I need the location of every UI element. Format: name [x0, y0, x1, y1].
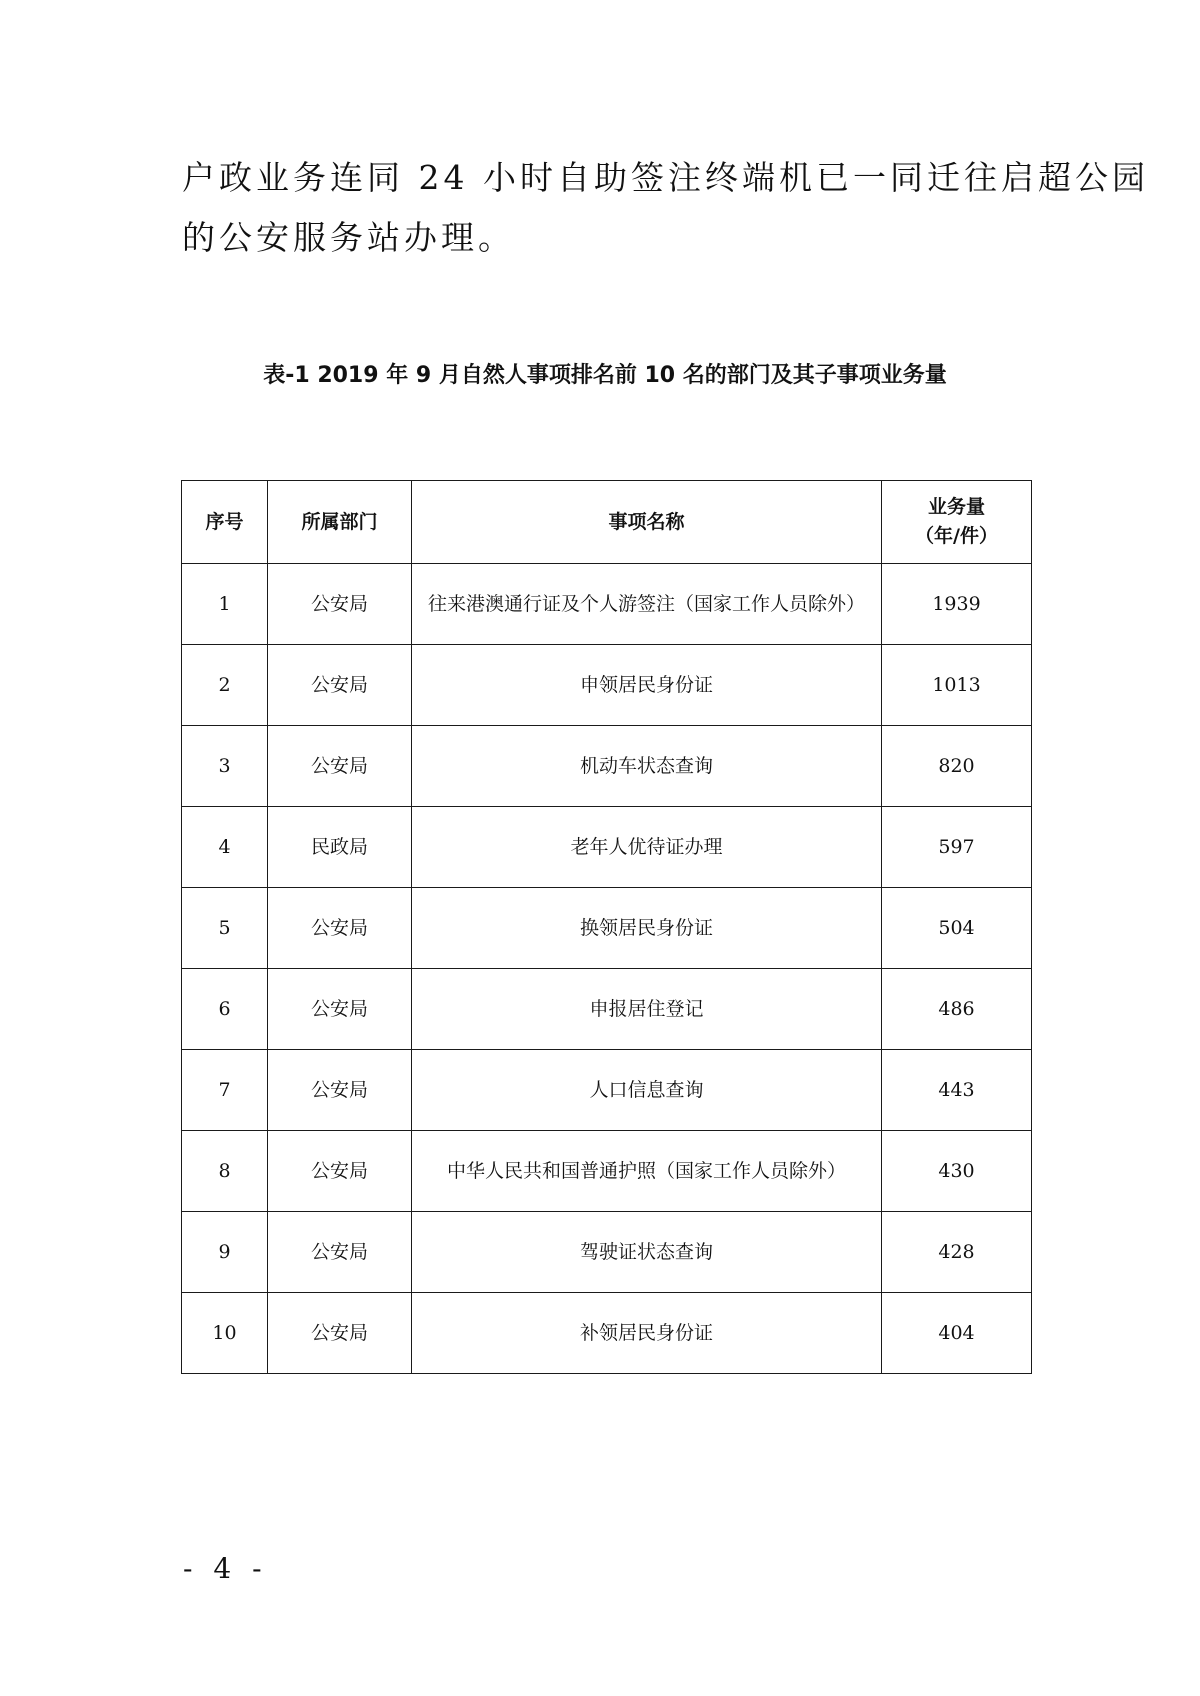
cell-dept: 公安局 — [268, 1050, 412, 1131]
cell-item: 换领居民身份证 — [412, 888, 882, 969]
table-row — [182, 807, 1032, 888]
cell-dept: 公安局 — [268, 888, 412, 969]
cell-dept: 公安局 — [268, 1131, 412, 1212]
header-volume-unit: （年/件） — [915, 525, 998, 547]
cell-dept: 公安局 — [268, 645, 412, 726]
cell-dept: 公安局 — [268, 564, 412, 645]
cell-dept: 公安局 — [268, 1212, 412, 1293]
cell-volume: 443 — [882, 1050, 1032, 1131]
cell-no: 1 — [182, 564, 268, 645]
cell-item: 申报居住登记 — [412, 969, 882, 1050]
page-number: - 4 - — [183, 1552, 268, 1585]
table-row — [182, 969, 1032, 1050]
business-volume-table — [181, 480, 1032, 1374]
cell-no: 9 — [182, 1212, 268, 1293]
cell-dept: 民政局 — [268, 807, 412, 888]
cell-no: 5 — [182, 888, 268, 969]
cell-item: 人口信息查询 — [412, 1050, 882, 1131]
header-dept: 所属部门 — [268, 481, 412, 564]
table-row — [182, 564, 1032, 645]
cell-volume: 486 — [882, 969, 1032, 1050]
cell-volume: 820 — [882, 726, 1032, 807]
cell-volume: 597 — [882, 807, 1032, 888]
cell-no: 10 — [182, 1293, 268, 1374]
header-no: 序号 — [182, 481, 268, 564]
table-row — [182, 1131, 1032, 1212]
cell-volume: 1939 — [882, 564, 1032, 645]
intro-line: 户政业务连同 24 小时自助签注终端机已一同迁往启超公园 — [182, 158, 1149, 197]
intro-paragraph — [182, 148, 1149, 268]
cell-no: 3 — [182, 726, 268, 807]
cell-item: 补领居民身份证 — [412, 1293, 882, 1374]
header-volume-label: 业务量 — [927, 496, 985, 518]
cell-dept: 公安局 — [268, 726, 412, 807]
cell-item: 驾驶证状态查询 — [412, 1212, 882, 1293]
table-row — [182, 1293, 1032, 1374]
table-row — [182, 1212, 1032, 1293]
cell-volume: 428 — [882, 1212, 1032, 1293]
table-header-row — [182, 481, 1032, 564]
table-row — [182, 645, 1032, 726]
cell-volume: 1013 — [882, 645, 1032, 726]
intro-line: 的公安服务站办理。 — [182, 218, 515, 257]
cell-no: 7 — [182, 1050, 268, 1131]
cell-dept: 公安局 — [268, 969, 412, 1050]
cell-item: 中华人民共和国普通护照（国家工作人员除外） — [412, 1131, 882, 1212]
cell-no: 4 — [182, 807, 268, 888]
table-row — [182, 1050, 1032, 1131]
cell-dept: 公安局 — [268, 1293, 412, 1374]
table-row — [182, 726, 1032, 807]
header-volume — [882, 481, 1032, 564]
cell-no: 2 — [182, 645, 268, 726]
cell-volume: 504 — [882, 888, 1032, 969]
cell-item: 申领居民身份证 — [412, 645, 882, 726]
cell-item: 机动车状态查询 — [412, 726, 882, 807]
cell-item: 往来港澳通行证及个人游签注（国家工作人员除外） — [412, 564, 882, 645]
cell-no: 8 — [182, 1131, 268, 1212]
cell-no: 6 — [182, 969, 268, 1050]
table-caption: 表-1 2019 年 9 月自然人事项排名前 10 名的部门及其子事项业务量 — [263, 363, 947, 388]
header-item: 事项名称 — [412, 481, 882, 564]
cell-volume: 404 — [882, 1293, 1032, 1374]
table-row — [182, 888, 1032, 969]
cell-item: 老年人优待证办理 — [412, 807, 882, 888]
cell-volume: 430 — [882, 1131, 1032, 1212]
